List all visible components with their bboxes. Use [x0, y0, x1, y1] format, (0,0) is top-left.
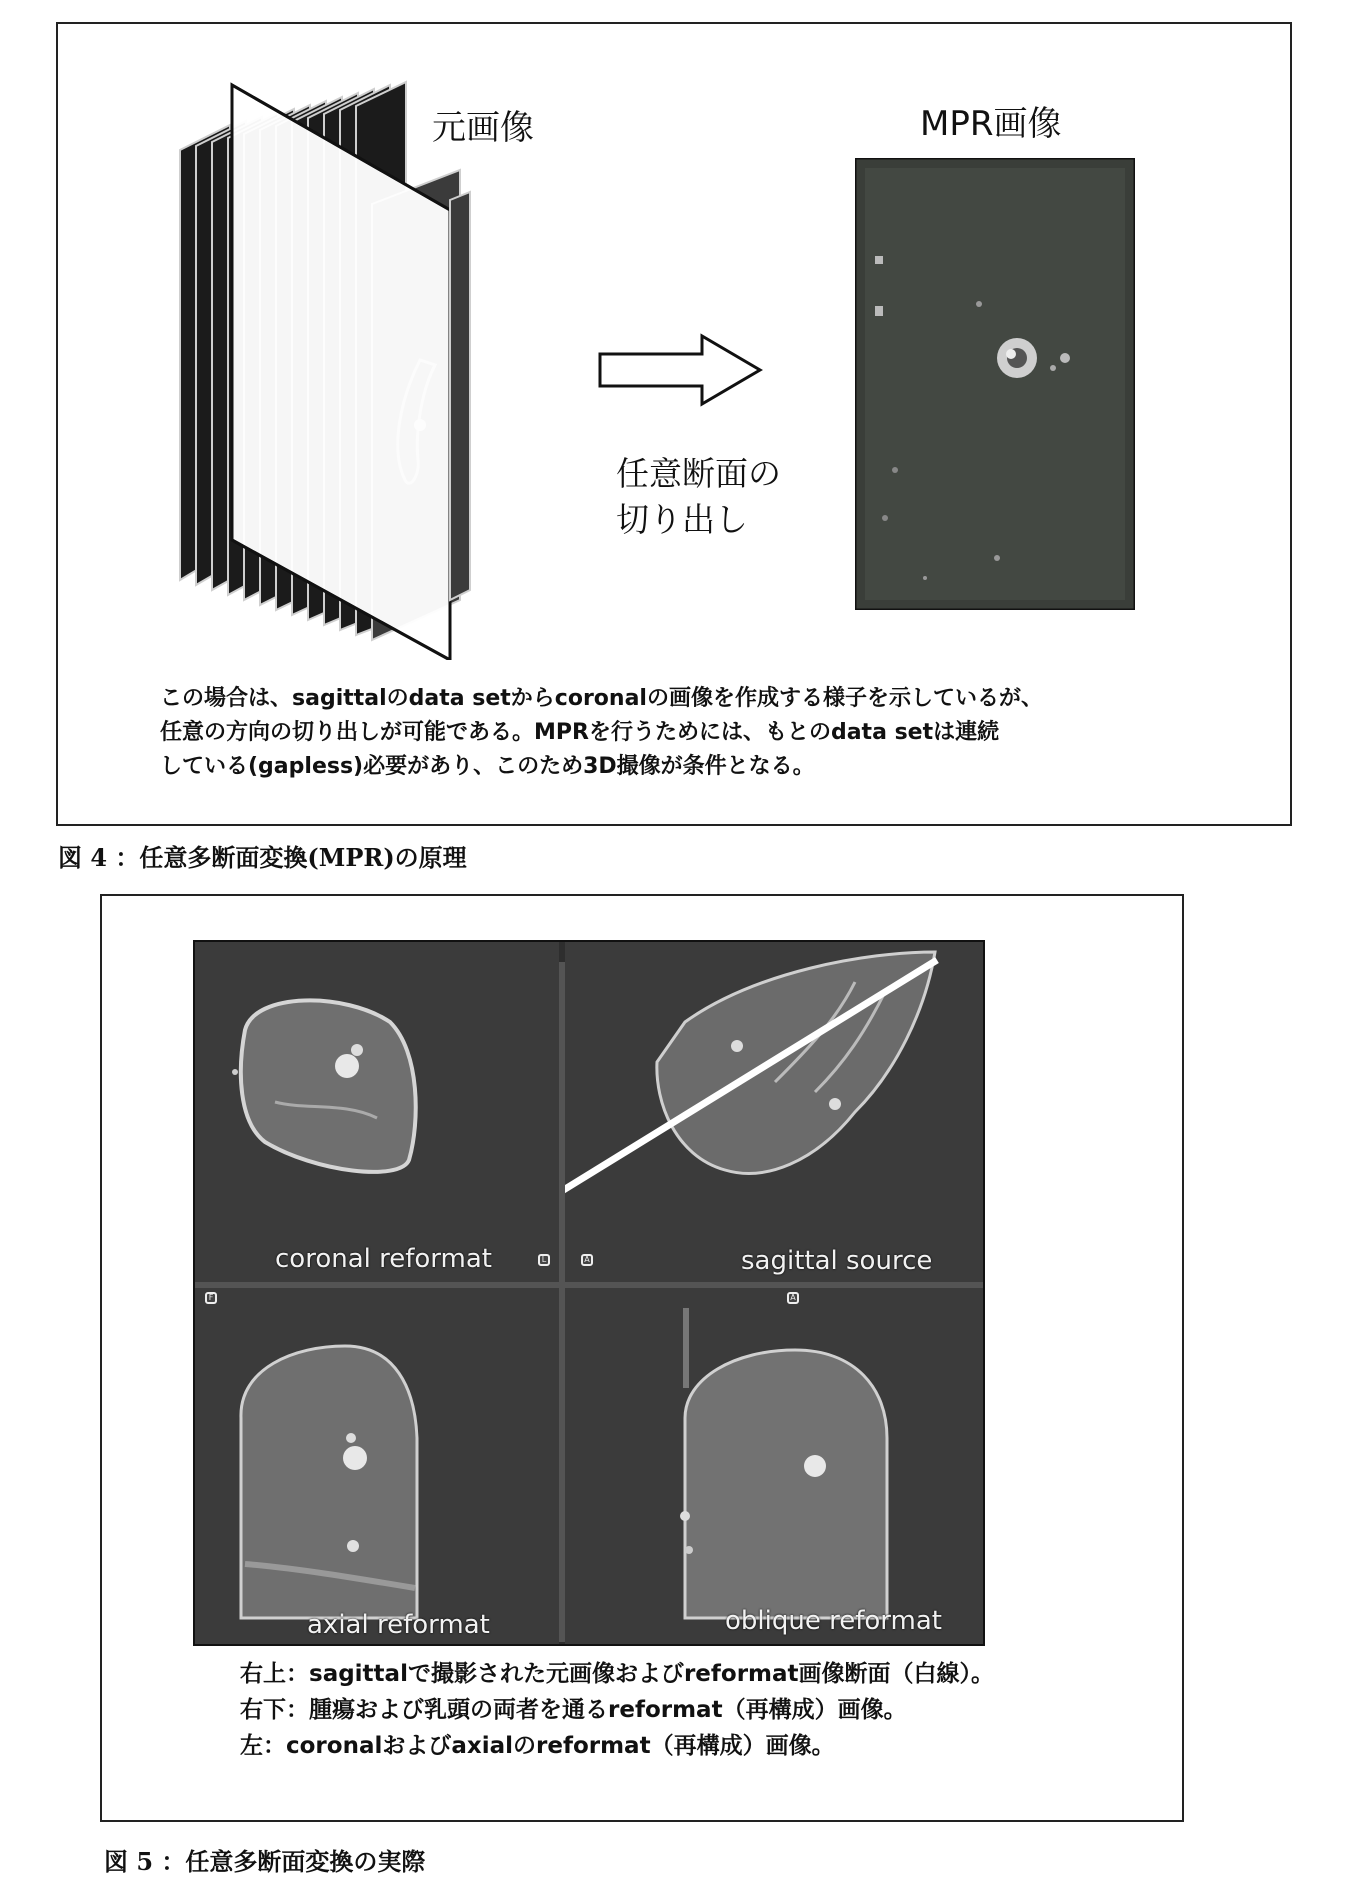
sagittal-source-label: sagittal source [741, 1246, 933, 1276]
figure4-note [160, 682, 1260, 784]
figure5-note [240, 1656, 1160, 1764]
orientation-marker-f: F [205, 1292, 217, 1304]
figure5-note-line2: 右下：腫瘍および乳頭の両者を通るreformat（再構成）画像。 [240, 1697, 907, 1723]
right-arrow-icon [596, 332, 766, 408]
arrow-caption-line2: 切り出し [616, 500, 748, 539]
figure5-caption: 図 5 ：任意多断面変換の実際 [104, 1847, 426, 1876]
axial-reformat-image [195, 1288, 559, 1646]
figure4-note-line2: 任意の方向の切り出しが可能である。MPRを行うためには、もとのdata setは連続 [160, 720, 1000, 745]
figure5-note-line3: 左：coronalおよびaxialのreformat（再構成）画像。 [240, 1733, 835, 1759]
figure4-note-line3: している(gapless)必要があり、このため3D撮像が条件となる。 [160, 754, 815, 779]
source-image-label: 元画像 [432, 108, 534, 148]
figure5-note-line1: 右上：sagittalで撮影された元画像およびreformat画像断面（白線）。 [240, 1661, 995, 1687]
oblique-reformat-label: oblique reformat [725, 1606, 942, 1636]
coronal-reformat-label: coronal reformat [275, 1244, 492, 1274]
coronal-reformat-image [195, 942, 559, 1282]
mpr-image [855, 158, 1135, 610]
orientation-marker-l: L [538, 1254, 550, 1266]
orientation-marker-a2: A [787, 1292, 799, 1304]
mri-grid [193, 940, 985, 1646]
grid-divider-vertical [559, 962, 565, 1642]
figure4-note-line1: この場合は、sagittalのdata setからcoronalの画像を作成する様子を示しているが、 [160, 686, 1043, 711]
sagittal-source-image [565, 942, 985, 1282]
oblique-reformat-image [565, 1288, 985, 1646]
grid-divider-horizontal [195, 1282, 985, 1288]
arrow-caption-line1: 任意断面の [616, 454, 781, 493]
slice-stack-illustration [170, 80, 510, 660]
orientation-marker-a: A [581, 1254, 593, 1266]
mpr-image-label: MPR画像 [920, 104, 1062, 144]
figure4-caption: 図 4 ：任意多断面変換(MPR)の原理 [58, 843, 467, 872]
axial-reformat-label: axial reformat [307, 1610, 490, 1640]
